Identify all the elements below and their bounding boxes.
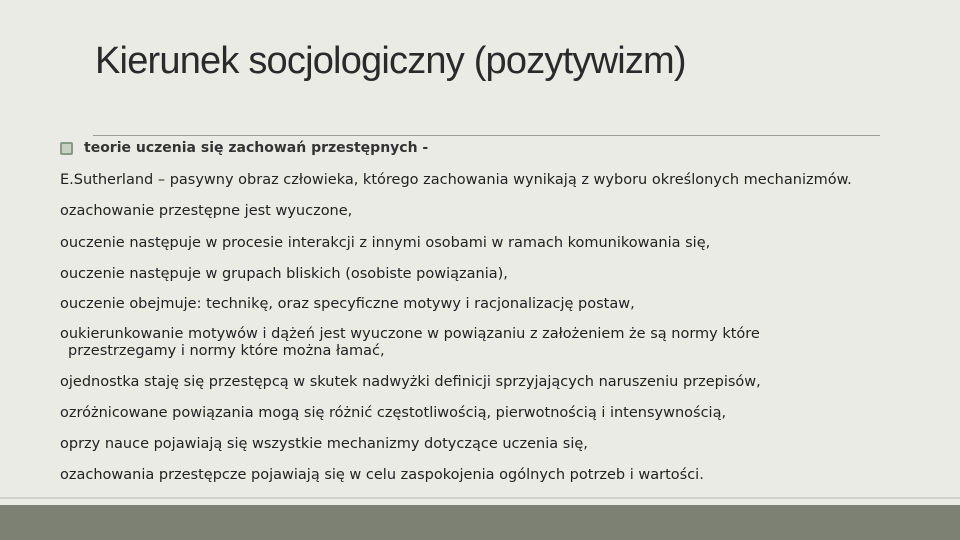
list-item-text: oukierunkowanie motywów i dążeń jest wyuczone w powiązaniu z założeniem że są normy które (60, 326, 760, 342)
square-bullet-icon (60, 142, 73, 155)
list-item-text: oprzy nauce pojawiają się wszystkie mechanizmy dotyczące uczenia się, (60, 436, 588, 452)
list-item (60, 266, 508, 283)
subheading (60, 140, 428, 156)
list-item-text: ojednostka staję się przestępcą w skutek nadwyżki definicji sprzyjających naruszeniu przepisów, (60, 374, 761, 390)
list-item (60, 374, 761, 391)
intro-paragraph: E.Sutherland – pasywny obraz człowieka, którego zachowania wynikają z wyboru określonych mechanizmów. (60, 172, 852, 188)
list-item (60, 235, 710, 252)
footer-band (0, 505, 960, 540)
footer-accent-line (0, 497, 960, 499)
list-item (60, 203, 352, 220)
list-item-text: ozachowania przestępcze pojawiają się w celu zaspokojenia ogólnych potrzeb i wartości. (60, 467, 704, 483)
list-item-text: ozachowanie przestępne jest wyuczone, (60, 203, 353, 219)
list-item-text: ouczenie następuje w procesie interakcji z innymi osobami w ramach komunikowania się, (60, 235, 711, 251)
title-divider (93, 135, 880, 136)
list-item (60, 436, 588, 453)
list-item-text: ouczenie następuje w grupach bliskich (osobiste powiązania), (60, 266, 508, 282)
list-item-continuation: przestrzegamy i normy które można łamać, (68, 343, 385, 359)
subheading-text: teorie uczenia się zachowań przestępnych - (84, 140, 429, 156)
list-item (60, 296, 635, 313)
list-item-text: ozróżnicowane powiązania mogą się różnić częstotliwością, pierwotnością i intensywnością, (60, 405, 727, 421)
list-item (60, 405, 726, 422)
list-item (60, 326, 760, 360)
list-item-text: ouczenie obejmuje: technikę, oraz specyficzne motywy i racjonalizację postaw, (60, 296, 635, 312)
slide-title: Kierunek socjologiczny (pozytywizm) (95, 40, 686, 82)
list-item (60, 467, 704, 484)
